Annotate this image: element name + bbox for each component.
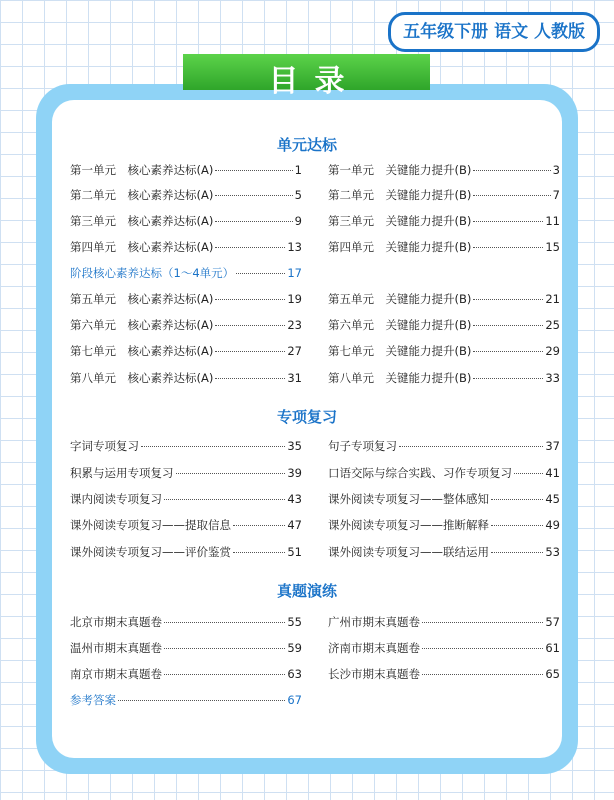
toc-entry[interactable]: 第五单元 关键能力提升(B) 21 (328, 292, 560, 306)
toc-entry[interactable]: 句子专项复习 37 (328, 439, 560, 453)
section-title-exam: 真题演练 (276, 582, 337, 600)
toc-entry-stage[interactable]: 阶段核心素养达标（1～4单元） 17 (70, 266, 302, 280)
toc-entry[interactable]: 第一单元 核心素养达标(A) 1 (70, 163, 302, 177)
grade-subject-badge: 五年级下册 语文 人教版 (388, 12, 600, 52)
toc-entry[interactable]: 南京市期末真题卷 63 (70, 667, 302, 681)
toc-entry[interactable]: 课外阅读专项复习——联结运用 53 (328, 545, 560, 559)
toc-entry[interactable]: 第五单元 核心素养达标(A) 19 (70, 292, 302, 306)
toc-entry[interactable]: 第二单元 关键能力提升(B) 7 (328, 188, 560, 202)
toc-entry[interactable]: 第八单元 核心素养达标(A) 31 (70, 371, 302, 385)
toc-entry[interactable]: 第四单元 核心素养达标(A) 13 (70, 240, 302, 254)
toc-entry[interactable]: 第七单元 核心素养达标(A) 27 (70, 344, 302, 358)
toc-entry[interactable]: 第六单元 核心素养达标(A) 23 (70, 318, 302, 332)
toc-title-banner (183, 54, 430, 99)
toc-entry[interactable]: 积累与运用专项复习 39 (70, 466, 302, 480)
toc-entry[interactable]: 北京市期末真题卷 55 (70, 615, 302, 629)
toc-entry[interactable]: 广州市期末真题卷 57 (328, 615, 560, 629)
toc-entry[interactable]: 第六单元 关键能力提升(B) 25 (328, 318, 560, 332)
toc-entry-answers[interactable]: 参考答案 67 (70, 693, 302, 707)
toc-entry[interactable]: 课外阅读专项复习——推断解释 49 (328, 518, 560, 532)
section-title-unit: 单元达标 (276, 136, 337, 154)
toc-entry[interactable]: 课内阅读专项复习 43 (70, 492, 302, 506)
section-title-special: 专项复习 (276, 408, 337, 426)
toc-entry[interactable]: 温州市期末真题卷 59 (70, 641, 302, 655)
toc-entry[interactable]: 字词专项复习 35 (70, 439, 302, 453)
toc-entry[interactable]: 课外阅读专项复习——评价鉴赏 51 (70, 545, 302, 559)
toc-entry[interactable]: 课外阅读专项复习——提取信息 47 (70, 518, 302, 532)
toc-entry[interactable]: 第一单元 关键能力提升(B) 3 (328, 163, 560, 177)
toc-entry[interactable]: 第七单元 关键能力提升(B) 29 (328, 344, 560, 358)
toc-entry[interactable]: 第四单元 关键能力提升(B) 15 (328, 240, 560, 254)
toc-entry[interactable]: 第三单元 核心素养达标(A) 9 (70, 214, 302, 228)
toc-entry[interactable]: 口语交际与综合实践、习作专项复习 41 (328, 466, 560, 480)
toc-entry[interactable]: 第三单元 关键能力提升(B) 11 (328, 214, 560, 228)
toc-entry[interactable]: 第二单元 核心素养达标(A) 5 (70, 188, 302, 202)
toc-entry[interactable]: 长沙市期末真题卷 65 (328, 667, 560, 681)
page-title: 目录 (268, 64, 361, 99)
toc-entry[interactable]: 济南市期末真题卷 61 (328, 641, 560, 655)
toc-entry[interactable]: 课外阅读专项复习——整体感知 45 (328, 492, 560, 506)
toc-entry[interactable]: 第八单元 关键能力提升(B) 33 (328, 371, 560, 385)
